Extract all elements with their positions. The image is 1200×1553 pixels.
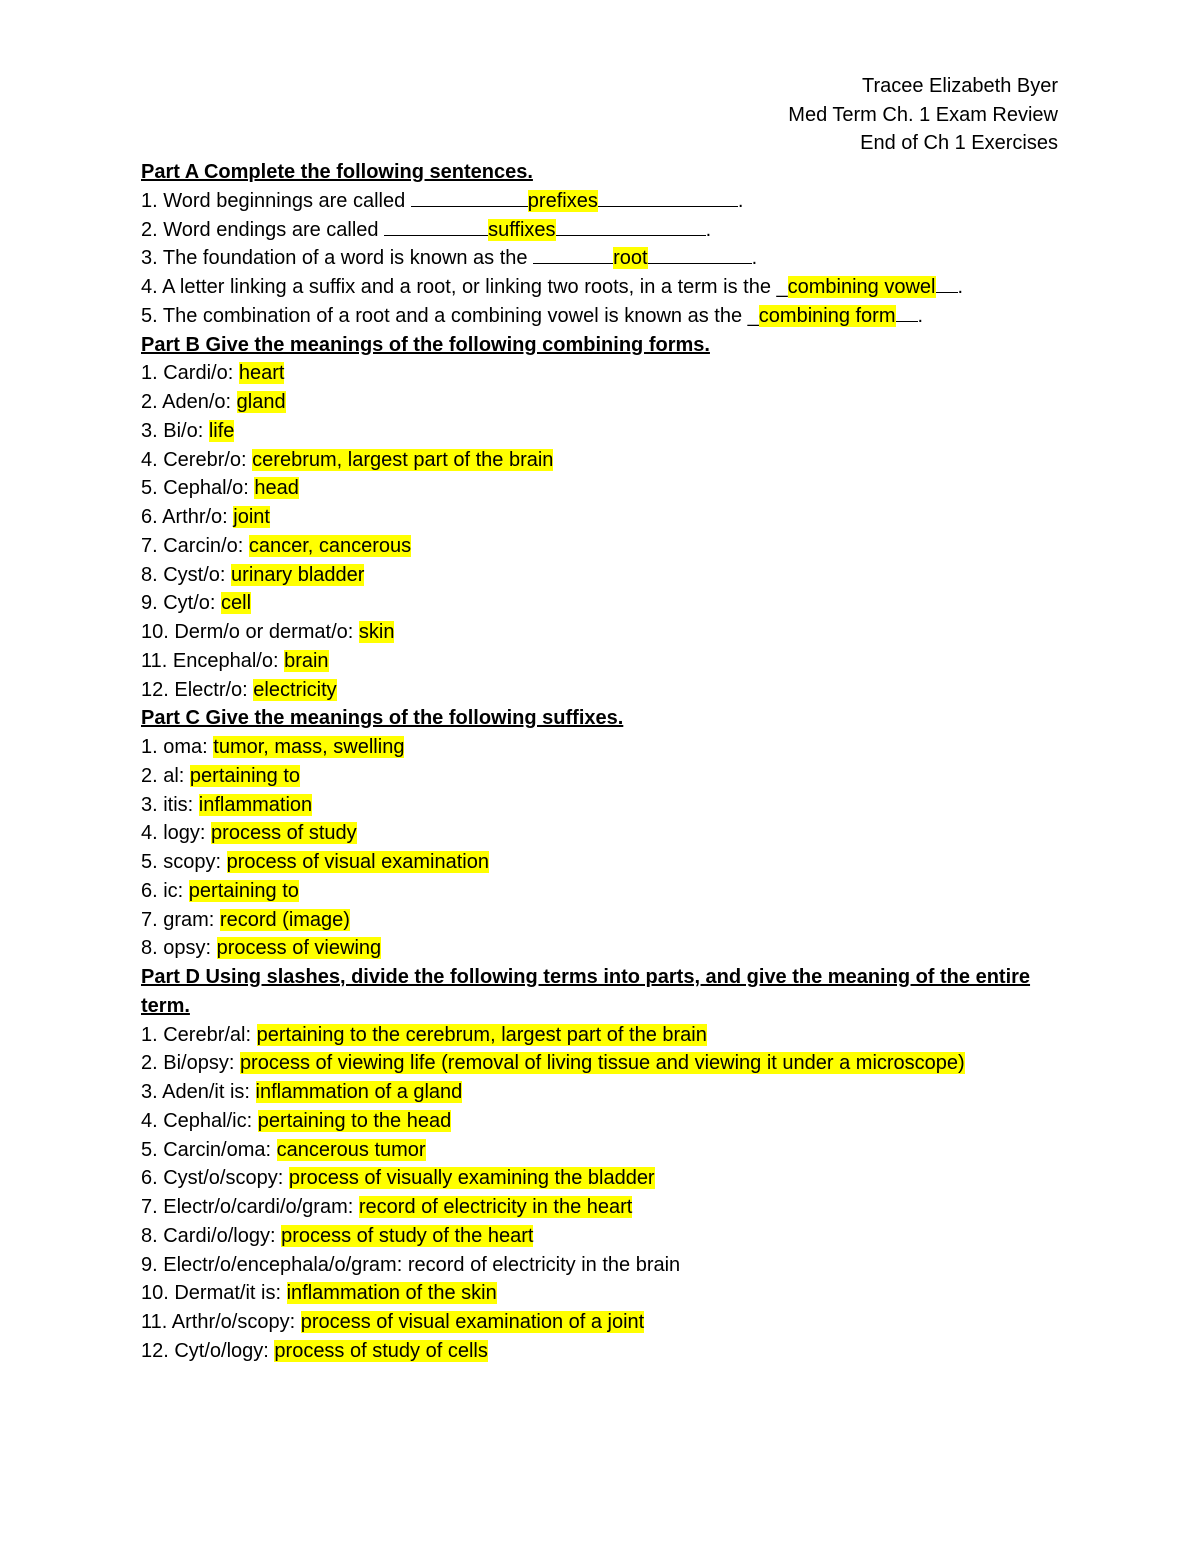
answer-highlight: tumor, mass, swelling	[213, 736, 405, 758]
term-label: 3. Bi/o:	[141, 419, 209, 442]
term-label: 6. ic:	[141, 879, 189, 902]
part-b-item-5	[141, 474, 1061, 503]
answer-highlight: urinary bladder	[231, 563, 365, 586]
course-title: Med Term Ch. 1 Exam Review	[788, 103, 1058, 126]
answer-highlight: life	[208, 419, 235, 442]
question-text: 1. Word beginnings are called	[141, 189, 411, 212]
term-label: 1. Cardi/o:	[141, 362, 239, 385]
answer-highlight: suffixes	[488, 218, 556, 241]
answer-highlight: joint	[233, 506, 270, 528]
part-b-item-6	[141, 503, 1061, 532]
question-end: .	[751, 247, 758, 270]
question-end: .	[957, 276, 964, 298]
part-c-item-4	[141, 819, 1061, 848]
answer-highlight: inflammation	[198, 793, 313, 816]
blank-line	[556, 218, 706, 236]
document-body	[141, 158, 1061, 1366]
term-label: 6. Cyst/o/scopy:	[141, 1167, 289, 1190]
term-label: 10. Derm/o or dermat/o:	[141, 621, 359, 643]
term-label: 4. Cephal/ic:	[141, 1109, 258, 1132]
part-b-item-4	[141, 446, 1061, 475]
answer-highlight: combining form	[758, 304, 896, 327]
term-label: 2. Bi/opsy:	[141, 1052, 240, 1075]
answer-highlight: record of electricity in the brain	[407, 1253, 681, 1276]
answer-highlight: process of visually examining the bladder	[288, 1167, 655, 1190]
answer-highlight: pertaining to	[188, 879, 299, 902]
answer-highlight: combining vowel	[787, 276, 936, 298]
term-label: 4. Cerebr/o:	[141, 448, 253, 471]
term-label: 6. Arthr/o:	[141, 506, 234, 528]
answer-highlight: inflammation of a gland	[255, 1081, 463, 1103]
part-c-item-8	[141, 934, 1061, 963]
term-label: 3. Aden/it is:	[141, 1081, 256, 1103]
part-b-item-10	[141, 618, 1061, 647]
term-label: 1. oma:	[141, 736, 214, 758]
answer-highlight: brain	[284, 649, 329, 672]
answer-highlight: process of visual examination	[226, 851, 489, 873]
part-c-item-6	[141, 877, 1061, 906]
part-d-item-6	[141, 1164, 1061, 1193]
section-title: End of Ch 1 Exercises	[860, 132, 1058, 154]
part-a-item-3	[141, 244, 1061, 273]
answer-highlight: record (image)	[219, 908, 350, 931]
part-d-item-2	[141, 1049, 1061, 1078]
blank-line	[648, 246, 752, 264]
answer-highlight: process of viewing life (removal of living tissue and viewing it under a microscope)	[239, 1052, 965, 1075]
term-label: 8. Cyst/o:	[141, 563, 232, 586]
answer-highlight: root	[613, 247, 648, 270]
part-d-item-9	[141, 1251, 1061, 1280]
term-label: 10. Dermat/it is:	[141, 1282, 287, 1305]
term-label: 2. al:	[141, 764, 190, 787]
question-end: .	[917, 304, 924, 327]
question-end: .	[737, 189, 744, 212]
part-d-item-4	[141, 1107, 1061, 1136]
answer-highlight: process of study of cells	[274, 1339, 488, 1362]
part-d-item-11	[141, 1308, 1061, 1337]
part-d-heading: Part D Using slashes, divide the following terms into parts, and give the meaning of the entire term.	[141, 966, 1031, 1017]
part-c-list	[141, 733, 1061, 963]
term-label: 3. itis:	[141, 793, 199, 816]
question-text: 5. The combination of a root and a combining vowel is known as the _	[141, 304, 759, 327]
part-c-item-7	[141, 906, 1061, 935]
term-label: 7. Carcin/o:	[141, 534, 249, 557]
term-label: 11. Encephal/o:	[141, 649, 285, 672]
blank-line	[896, 304, 918, 322]
part-b-item-1	[141, 359, 1061, 388]
author-name: Tracee Elizabeth Byer	[861, 75, 1058, 97]
part-d-list	[141, 1021, 1061, 1366]
part-a-item-4	[141, 273, 1061, 302]
part-c-item-2	[141, 762, 1061, 791]
answer-highlight: process of visual examination of a joint	[300, 1311, 645, 1333]
term-label: 1. Cerebr/al:	[141, 1023, 257, 1046]
term-label: 9. Electr/o/encephala/o/gram:	[141, 1253, 408, 1276]
part-b-heading: Part B Give the meanings of the following combining forms.	[141, 333, 710, 356]
term-label: 5. Carcin/oma:	[141, 1138, 277, 1161]
answer-highlight: process of study of the heart	[281, 1224, 534, 1247]
blank-line	[411, 189, 528, 207]
part-c-item-5	[141, 848, 1061, 877]
answer-highlight: inflammation of the skin	[286, 1282, 497, 1305]
question-text: 4. A letter linking a suffix and a root, or linking two roots, in a term is the _	[141, 276, 788, 298]
part-d-item-12	[141, 1337, 1061, 1366]
part-b-item-7	[141, 532, 1061, 561]
term-label: 12. Electr/o:	[141, 678, 254, 701]
term-label: 8. opsy:	[141, 937, 217, 960]
answer-highlight: cancerous tumor	[276, 1138, 426, 1161]
part-d-item-7	[141, 1193, 1061, 1222]
document-header	[788, 72, 1058, 158]
part-b-item-3	[141, 417, 1061, 446]
term-label: 12. Cyt/o/logy:	[141, 1339, 275, 1362]
part-a-item-2	[141, 216, 1061, 245]
part-b-item-11	[141, 647, 1061, 676]
part-b-item-8	[141, 561, 1061, 590]
part-b-item-9	[141, 589, 1061, 618]
part-a-list	[141, 187, 1061, 331]
answer-highlight: process of viewing	[216, 937, 382, 960]
answer-highlight: pertaining to the head	[257, 1109, 452, 1132]
term-label: 7. Electr/o/cardi/o/gram:	[141, 1196, 359, 1218]
part-a-item-5	[141, 302, 1061, 331]
answer-highlight: pertaining to the cerebrum, largest part of the brain	[256, 1023, 707, 1046]
part-b-item-12	[141, 676, 1061, 705]
answer-highlight: cancer, cancerous	[248, 534, 412, 557]
part-d-item-8	[141, 1222, 1061, 1251]
question-text: 3. The foundation of a word is known as the	[141, 247, 534, 270]
term-label: 11. Arthr/o/scopy:	[141, 1311, 301, 1333]
term-label: 2. Aden/o:	[141, 391, 237, 413]
answer-highlight: record of electricity in the heart	[358, 1196, 633, 1218]
part-c-item-3	[141, 791, 1061, 820]
part-d-item-5	[141, 1136, 1061, 1165]
part-a-heading: Part A Complete the following sentences.	[141, 161, 533, 183]
answer-highlight: process of study	[211, 822, 357, 845]
part-d-item-10	[141, 1279, 1061, 1308]
question-end: .	[705, 218, 712, 241]
part-b-item-2	[141, 388, 1061, 417]
answer-highlight: electricity	[253, 678, 337, 701]
part-d-item-3	[141, 1078, 1061, 1107]
part-d-item-1	[141, 1021, 1061, 1050]
term-label: 5. Cephal/o:	[141, 477, 255, 500]
question-text: 2. Word endings are called	[141, 218, 385, 241]
blank-line	[936, 275, 958, 293]
blank-line	[384, 218, 488, 236]
answer-highlight: cerebrum, largest part of the brain	[252, 448, 554, 471]
part-b-list	[141, 359, 1061, 704]
part-c-item-1	[141, 733, 1061, 762]
answer-highlight: gland	[236, 391, 286, 413]
part-a-item-1	[141, 187, 1061, 216]
answer-highlight: cell	[221, 592, 252, 615]
answer-highlight: skin	[358, 621, 395, 643]
term-label: 5. scopy:	[141, 851, 227, 873]
part-c-heading: Part C Give the meanings of the following suffixes.	[141, 707, 624, 730]
answer-highlight: pertaining to	[189, 764, 300, 787]
term-label: 9. Cyt/o:	[141, 592, 222, 615]
term-label: 7. gram:	[141, 908, 220, 931]
term-label: 8. Cardi/o/logy:	[141, 1224, 282, 1247]
answer-highlight: prefixes	[527, 189, 598, 212]
blank-line	[598, 189, 738, 207]
answer-highlight: heart	[238, 362, 285, 385]
term-label: 4. logy:	[141, 822, 212, 845]
blank-line	[533, 246, 613, 264]
answer-highlight: head	[254, 477, 299, 500]
